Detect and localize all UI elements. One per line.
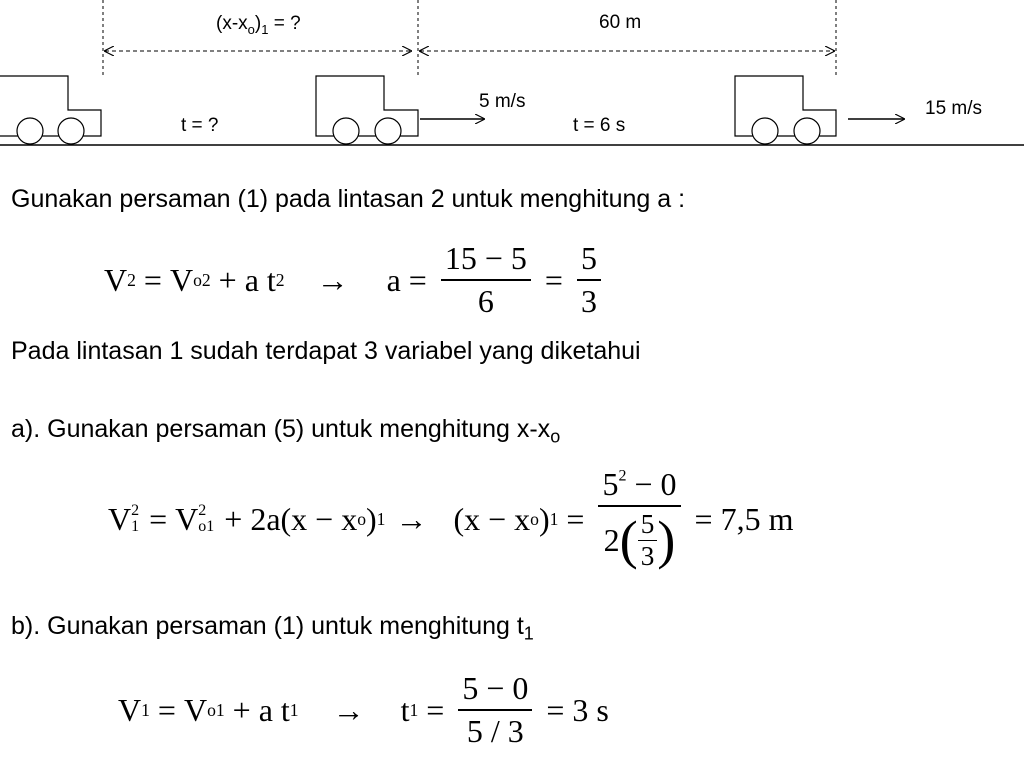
arrow-symbol: → (395, 500, 428, 537)
truck-icon-3 (735, 76, 836, 144)
truck-icon-2 (316, 76, 418, 144)
fraction-a-result: $\frac{5}{3}$ (577, 240, 601, 320)
equation-2: V 2 1 = V 2 o1 + 2a(x − x o ) 1 → (x − x o ) 1 = $5^2 - 0$ 2 ( 5 3 ) = 7,5 m (108, 466, 794, 571)
equation-3: V 1 = V o1 + a t 1 → t 1 = $\frac{5 - 0}{5 / 3}$ = 3 s (118, 670, 609, 749)
truck-icon-1 (0, 76, 101, 144)
distance-label-1: $(x-x_o)_1$ = ? (216, 13, 301, 37)
motion-diagram (0, 0, 1024, 160)
velocity-label-mid: 5 m/s (479, 91, 526, 112)
fraction-distance: $5^2 - 0$ 2 ( 5 3 ) (598, 466, 680, 572)
fraction-a: $\frac{15 - 5}{6}$ (441, 240, 531, 320)
text-line-3: a). Gunakan persaman (5) untuk menghitung $x-x_o$ (11, 415, 561, 447)
time-label-left: t = ? (181, 115, 219, 136)
arrow-symbol: → (332, 691, 365, 728)
fraction-time: $\frac{5 - 0}{5 / 3}$ (458, 670, 532, 750)
text-line-2: Pada lintasan 1 sudah terdapat 3 variabel yang diketahui (11, 337, 641, 365)
text-line-1: Gunakan persaman (1) pada lintasan 2 untuk menghitung a : (11, 185, 686, 213)
equation-1: V 2 = V o2 + a t 2 → a = $\frac{15 - 5}{6}$ = $\frac{5}{3}$ (104, 240, 607, 320)
text-line-4: b). Gunakan persaman (1) untuk menghitung $t_1$ (11, 612, 534, 644)
velocity-label-right: 15 m/s (925, 98, 983, 119)
arrow-symbol: → (316, 261, 349, 298)
distance-label-2: 60 m (599, 12, 642, 33)
time-label-mid: t = 6 s (573, 115, 626, 136)
